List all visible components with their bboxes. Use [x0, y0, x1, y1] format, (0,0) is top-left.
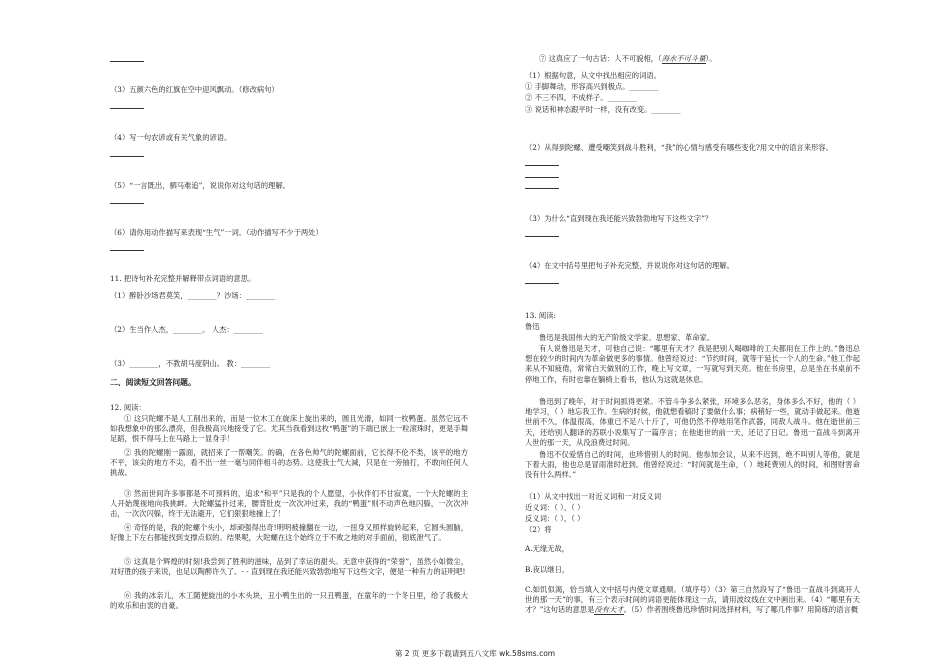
question-line: ③ 说话和神态跟平时一样，没有改变。________: [525, 105, 681, 114]
answer-blank: [110, 243, 144, 251]
question-line: [110, 54, 144, 65]
question-line: （1）醉卧沙场君莫笑，________？沙场：________: [110, 291, 276, 300]
question-line: ② 不三不四，不成样子。________: [525, 93, 637, 102]
question-line: 11. 把诗句补充完整并解释带点词语的意思。: [110, 274, 256, 283]
paragraph-text: C.如饥似渴，恰当填入文中括号内使文章通顺。（填序号）（3）第三自然段写了“鲁迅一直战斗到离开人世的那一天”的事，有三个表示时间的词语更能体现这一点，请用波纹线在文中画出来。（4）“哪里有天才？”这句话的意思是: [525, 585, 860, 615]
passage-paragraph: ① 这只陀螺不是人工削出来的，而是一位木工在旋床上旋出来的，圆且光滑，如同一枚鸭蛋。虽然它远不如我想象中的那么漂亮，但我极高兴地接受了它。尤其当我看到这枚“鸭蛋”的下端已嵌上一粒滚珠时，更是手舞足蹈，恨不得马上在马路上一显身手！: [110, 414, 468, 444]
question-line: A.无缘无故，: [525, 544, 570, 553]
paragraph-text: ⑦ 这真应了一句古话：人不可貌相，（: [539, 54, 662, 63]
answer-blank: [110, 149, 144, 157]
answer-blank: [525, 276, 559, 284]
question-line: [110, 243, 144, 254]
question-line: [525, 158, 559, 169]
question-line: （2）将: [525, 525, 552, 534]
filled-answer: 海水不可斗量: [661, 54, 706, 63]
answer-blank: [525, 158, 559, 166]
page-footer: 第 2 页 更多下载请到五八文库 wk.58sms.com: [394, 649, 556, 658]
passage-paragraph-7: [539, 54, 716, 64]
question-line: （1）从文中找出一对近义词和一对反义词: [525, 492, 661, 501]
answer-blank: [110, 196, 144, 204]
question-line: 近义词：（ ）、（ ）: [525, 503, 585, 512]
question-line: （2）从得到陀螺、遭受嘲笑到战斗胜利，“我”的心情与感受有哪些变化?用文中的语言来形容。: [525, 143, 833, 152]
question-line: （5）“一言既出，驷马难追”，说说你对这句话的理解。: [110, 181, 290, 190]
question-line: [525, 181, 559, 192]
question-line: 13. 阅读:: [525, 311, 556, 320]
answer-blank: [110, 54, 144, 62]
answer-blank: [110, 101, 144, 109]
answer-blank: [525, 229, 559, 237]
question-line: （2）生当作人杰，________。 人杰：________: [110, 325, 263, 334]
passage-paragraph: ⑥ 我的冰亲儿，木工随便旋出的小木头块，丑小鸭生出的一只丑鸭蛋，在童年的一个冬日里，给了我极大的欢乐和由衷的自豪。: [110, 591, 468, 611]
passage-paragraph: 鲁迅到了晚年，对于时间抓得更紧。不管斗争多么紧张，环境多么恶劣，身体多么不好，他的（ ）地学习，（ ）地忘我工作。生病的时候，他就想看稿时了要做什么事；病稍好一些，就动手做起来。他逝世前不久，体温很高，体重已不足八十斤了，可他仍然不停地用笔作武器，同敌人战斗。他在逝世前三天，还给别人翻译的苏联小说集写了一篇序言；在他逝世的前一天，还记了日记。鲁迅一直战斗到离开人世的那一天，从没浪费过时间。: [525, 397, 860, 447]
question-line: [110, 101, 144, 112]
question-12-label: 12. 阅读：: [110, 403, 146, 412]
question-line: （4）写一句农谚或有关气象的谚语。: [110, 133, 232, 142]
passage-paragraph: ③ 然而世间许多事都是不可预料的，追求“和平”只是我的个人愿望，小伙伴们不甘寂寞，一个大陀螺的主人开始蔑视地向我挑衅。大陀螺猛扑过来，腰背肚皮一次次冲过来，我的“鸭蛋”则不动声色地闪躲，一次次冲击，一次次闪躲，终于无法避开，它们狠狠地撞上了！: [110, 489, 468, 519]
passage-paragraph: 鲁迅不仅爱惜自己的时间，也珍惜别人的时间。他参加会议，从来不迟到，绝不叫别人等他，就是下着大雨，他也总是冒雨准时赶到。他曾经说过：“时间就是生命，（ ）地耗费别人的时间，和图财害命没有什么两样。”: [525, 450, 860, 480]
question-line: [110, 149, 144, 160]
question-line: [525, 229, 559, 240]
question-line: [525, 170, 559, 181]
passage-paragraph: 鲁迅是我国伟大的无产阶级文学家、思想家、革命家。: [539, 333, 715, 342]
passage-paragraph: 有人说鲁迅是天才，可他自己说：“哪里有天才？我是把别人喝咖啡的工夫都用在工作上的。”鲁迅总想在较少的时间内为革命做更多的事情。他曾经说过：“节约时间，就等于延长一个人的生命。”他工作起来从不知疲倦，常常白天做别的工作，晚上写文章，一写就写到天亮。他在书房里，总是坐在书桌前不停地工作，有时也靠在躺椅上看书，他认为这就是休息。: [525, 344, 860, 384]
question-line: （3）五颜六色的红旗在空中迎风飘动。（修改病句）: [110, 85, 279, 94]
answer-blank: [525, 170, 559, 178]
question-line: （1）根据句意，从文中找出相应的词语。: [525, 71, 661, 80]
filled-answer: 没有天才: [594, 605, 624, 615]
question-line: [525, 276, 559, 287]
question-paragraph: [525, 585, 860, 616]
question-line: （6）请你用动作描写来表现“生气”一词。（动作描写不少于两处）: [110, 228, 323, 237]
question-line: ① 手脚舞动，形容高兴到极点。________: [525, 82, 659, 91]
section-title: 二、阅读短文回答问题。: [110, 378, 196, 387]
answer-blank: [525, 181, 559, 189]
question-line: （4）在文中括号里把句子补充完整，并说说你对这句话的理解。: [525, 261, 734, 270]
question-line: （3）________，不教胡马度阴山。 教：________: [110, 359, 271, 368]
question-line: 反义词：（ ）、（ ）: [525, 514, 585, 523]
question-line: B.夜以继日，: [525, 565, 570, 574]
passage-paragraph: ⑤ 这真是个辉煌的时刻!我尝到了胜利的滋味，品到了幸运的甜头。无意中获得的“荣誉”，虽然小如微尘，对好胜的孩子来说，也足以陶醉许久了。- - 直到现在我还能兴致勃勃地写下这些文字，便是一种有力的证明吧!: [110, 557, 468, 577]
passage-paragraph: ② 我的陀螺刚一露面，就招来了一帮嘲笑。的确，在各色帅气的陀螺面前，它长得不伦不类，该平的地方不平，该尖的地方不尖，看不出一丝一毫与同伴相斗的态势。这使我士气大减，只是在一旁抽打，不敢向任何人挑战。: [110, 448, 468, 478]
question-line: [110, 196, 144, 207]
paragraph-text: ）。: [705, 54, 717, 63]
passage-paragraph: ④ 奇怪的是，我的陀螺个头小，却顽强得出奇!明明被撞翻在一边，一扭身又照样旋转起来，它圆头圆脑，好像上下左右都能找到支撑点似的。结果呢，大陀螺在这个始终立于不败之地的对手面前，彻底泄气了。: [110, 523, 468, 543]
question-line: 鲁迅: [525, 322, 540, 331]
question-line: （3）为什么“直到现在我还能兴致勃勃地写下这些文字”？: [525, 214, 713, 223]
paragraph-text: 。（5）作者围绕鲁迅珍惜时间选择材料，写了哪几件事？用简练的语言概: [623, 605, 859, 615]
